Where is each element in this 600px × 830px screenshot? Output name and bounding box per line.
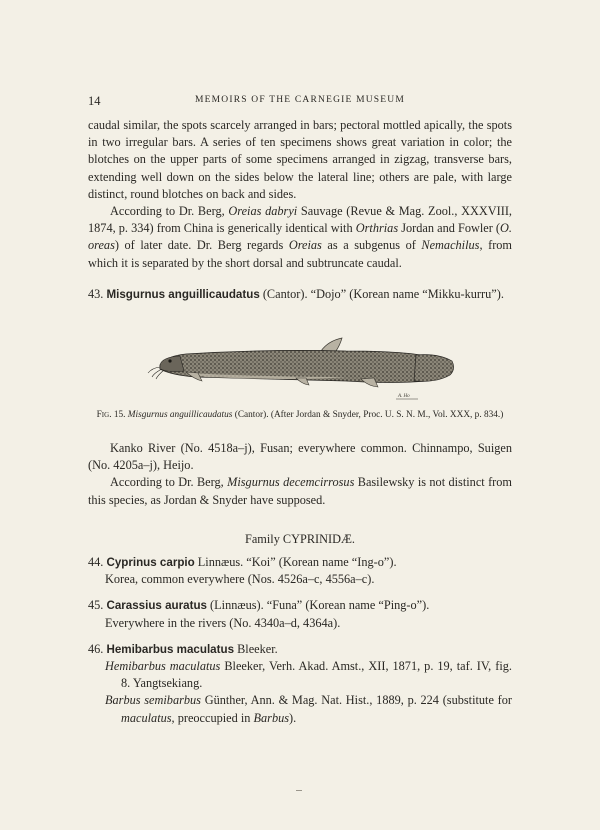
species-name: Misgurnus anguillicaudatus — [106, 287, 260, 301]
species-name: Carassius auratus — [106, 599, 207, 613]
species-45-heading: 45. Carassius auratus (Linnæus). “Funa” (Korean name “Ping-o”). — [88, 598, 430, 613]
species-43-heading: 43. Misgurnus anguillicaudatus (Cantor). “Dojo” (Korean name “Mikku-kurru”). — [88, 286, 504, 301]
species-44-heading: 44. Cyprinus carpio Linnæus. “Koi” (Korean name “Ing-o”). — [88, 555, 397, 570]
species-44-note: Korea, common everywhere (Nos. 4526a–c, 4556a–c). — [105, 572, 375, 587]
paragraph-berg-misgurnus: According to Dr. Berg, Misgurnus decemcirrosus Basilewsky is not distinct from this species, as Jordan & Snyder have supposed. — [88, 475, 512, 507]
species-45-note: Everywhere in the rivers (No. 4340a–d, 4364a). — [105, 615, 341, 630]
running-title: MEMOIRS OF THE CARNEGIE MUSEUM — [194, 95, 405, 105]
loach-illustration — [146, 311, 456, 405]
running-header — [88, 94, 512, 108]
page-body — [88, 94, 512, 727]
figure-15 — [88, 311, 512, 405]
page-number: 14 — [88, 94, 101, 108]
artist-mark: A. Ho — [398, 394, 410, 400]
species-name: Hemibarbus maculatus — [106, 642, 235, 656]
dorsal-fin — [321, 338, 342, 351]
synonym-barbus: Barbus semibarbus Günther, Ann. & Mag. Nat. Hist., 1889, p. 224 (substitute for maculatus, preoccupied in Barbus). — [105, 693, 512, 725]
family-heading: Family CYPRINIDÆ. — [245, 531, 355, 546]
caudal-fin — [414, 355, 454, 382]
paragraph-berg-oreias: According to Dr. Berg, Oreias dabryi Sauvage (Revue & Mag. Zool., XXXVIII, 1874, p. 334) from China is generically identical with Orthrias Jordan and Fowler (O. oreas) of later date. Dr. Berg regards Oreias as a subgenus of Nemachilus, from which it is separated by the short dorsal and subtruncate caudal. — [88, 204, 513, 270]
species-name: Cyprinus carpio — [106, 556, 195, 570]
paragraph-continued: caudal similar, the spots scarcely arranged in bars; pectoral mottled apically, the spots in two irregular bars. A series of ten specimens shows great variation in color; the blotches on the upper parts of some specimens arranged in zigzag, transverse bars, extending well down on the sides below the lateral line; others are pale, with large distinct, round blotches on back and sides. — [88, 118, 512, 201]
species-46-heading: 46. Hemibarbus maculatus Bleeker. — [88, 641, 278, 656]
paragraph-localities: Kanko River (No. 4518a–j), Fusan; everywhere common. Chinnampo, Suigen (No. 4205a–j), Heijo. — [88, 441, 512, 473]
synonym-hemibarbus: Hemibarbus maculatus Bleeker, Verh. Akad. Amst., XII, 1871, p. 19, taf. IV, fig. 8. Yangtsekiang. — [105, 659, 512, 691]
page-mark — [296, 790, 302, 791]
figure-caption: Fig. 15. Misgurnus anguillicaudatus (Cantor). (After Jordan & Snyder, Proc. U. S. N. M., Vol. XXX, p. 834.) — [96, 410, 504, 421]
